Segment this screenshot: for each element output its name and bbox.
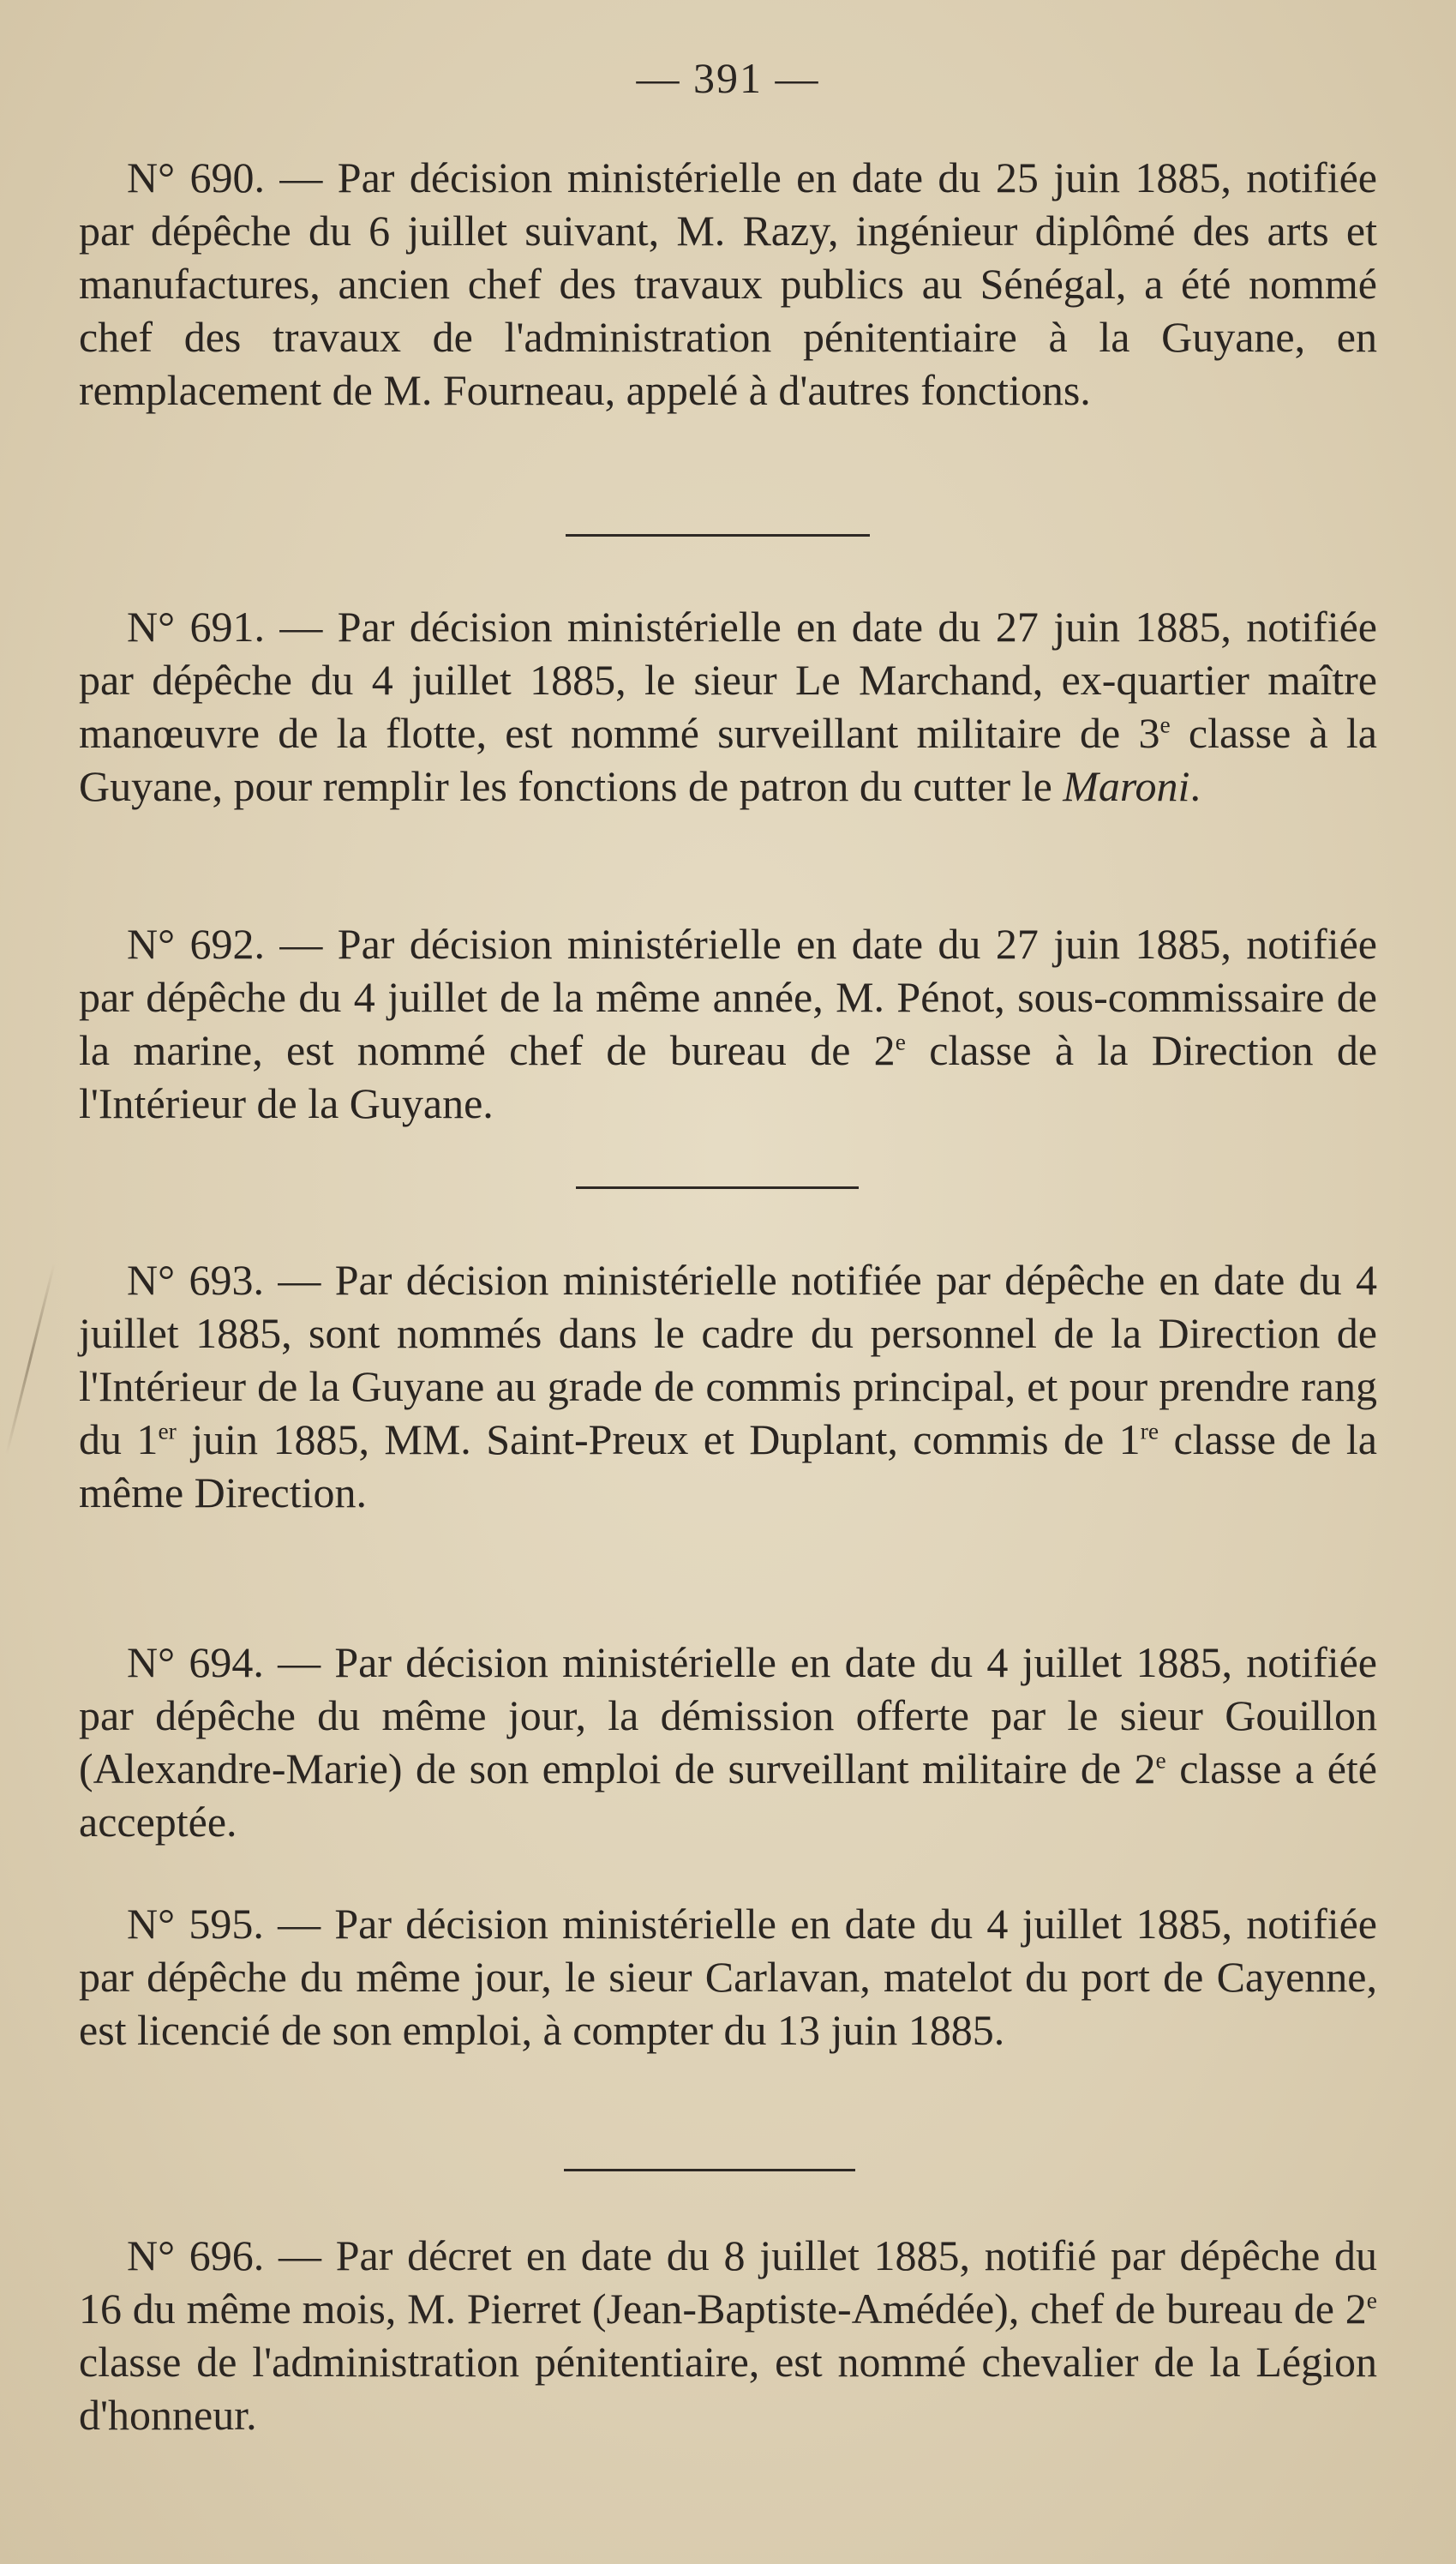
entry-595 [79, 1897, 1377, 2057]
entry-691-text: N° 691. — Par décision ministérielle en date du 27 juin 1885, notifiée par dépêche du 4 juillet 1885, le sieur Le Marchand, ex-quartier maître manœuvre de la flotte, est nommé surveillant militaire de 3e classe à la Guyane, pour remplir les fonctions de patron du cutter le Maroni. [79, 603, 1377, 810]
entry-595-text: N° 595. — Par décision ministérielle en date du 4 juillet 1885, notifiée par dépêche du même jour, le sieur Carlavan, matelot du port de Cayenne, est licencié de son emploi, à compter du 13 juin 1885. [79, 1900, 1377, 2054]
entry-696-text: N° 696. — Par décret en date du 8 juillet 1885, notifié par dépêche du 16 du même mois, M. Pierret (Jean-Baptiste-Amédée), chef de bureau de 2e classe de l'administration pénitentiaire, est nommé chevalier de la Légion d'honneur. [79, 2231, 1377, 2439]
entry-692 [79, 917, 1377, 1130]
entry-690 [79, 151, 1377, 417]
entry-694-text: N° 694. — Par décision ministérielle en date du 4 juillet 1885, notifiée par dépêche du même jour, la démission offerte par le sieur Gouillon (Alexandre-Marie) de son emploi de surveillant militaire de 2e classe a été acceptée. [79, 1638, 1377, 1846]
entry-691 [79, 600, 1377, 813]
page-number: — 391 — [636, 54, 820, 102]
ship-name: Maroni [1063, 762, 1190, 810]
entry-693-text: N° 693. — Par décision ministérielle notifiée par dépêche en date du 4 juillet 1885, sont nommés dans le cadre du personnel de la Direction de l'Intérieur de la Guyane au grade de commis principal, et pour prendre rang du 1er juin 1885, MM. Saint-Preux et Duplant, commis de 1re classe de la même Direction. [79, 1256, 1378, 1516]
entry-696 [79, 2229, 1377, 2441]
page-fold-mark [5, 1263, 56, 1455]
entry-694 [79, 1636, 1377, 1848]
entry-693 [79, 1253, 1377, 1519]
entry-692-text: N° 692. — Par décision ministérielle en date du 27 juin 1885, notifiée par dépêche du 4 juillet de la même année, M. Pénot, sous-commissaire de la marine, est nommé chef de bureau de 2e classe à la Direction de l'Intérieur de la Guyane. [79, 920, 1378, 1127]
separator-rule [566, 534, 870, 537]
entry-690-text: N° 690. — Par décision ministérielle en date du 25 juin 1885, notifiée par dépêche du 6 juillet suivant, M. Razy, ingénieur diplômé des arts et manufactures, ancien chef des travaux publics au Sénégal, a été nommé chef des travaux de l'administration pénitentiaire à la Guyane, en remplacement de M. Fourneau, appelé à d'autres fonctions. [79, 153, 1377, 414]
separator-rule [564, 2169, 855, 2171]
separator-rule [576, 1186, 859, 1189]
